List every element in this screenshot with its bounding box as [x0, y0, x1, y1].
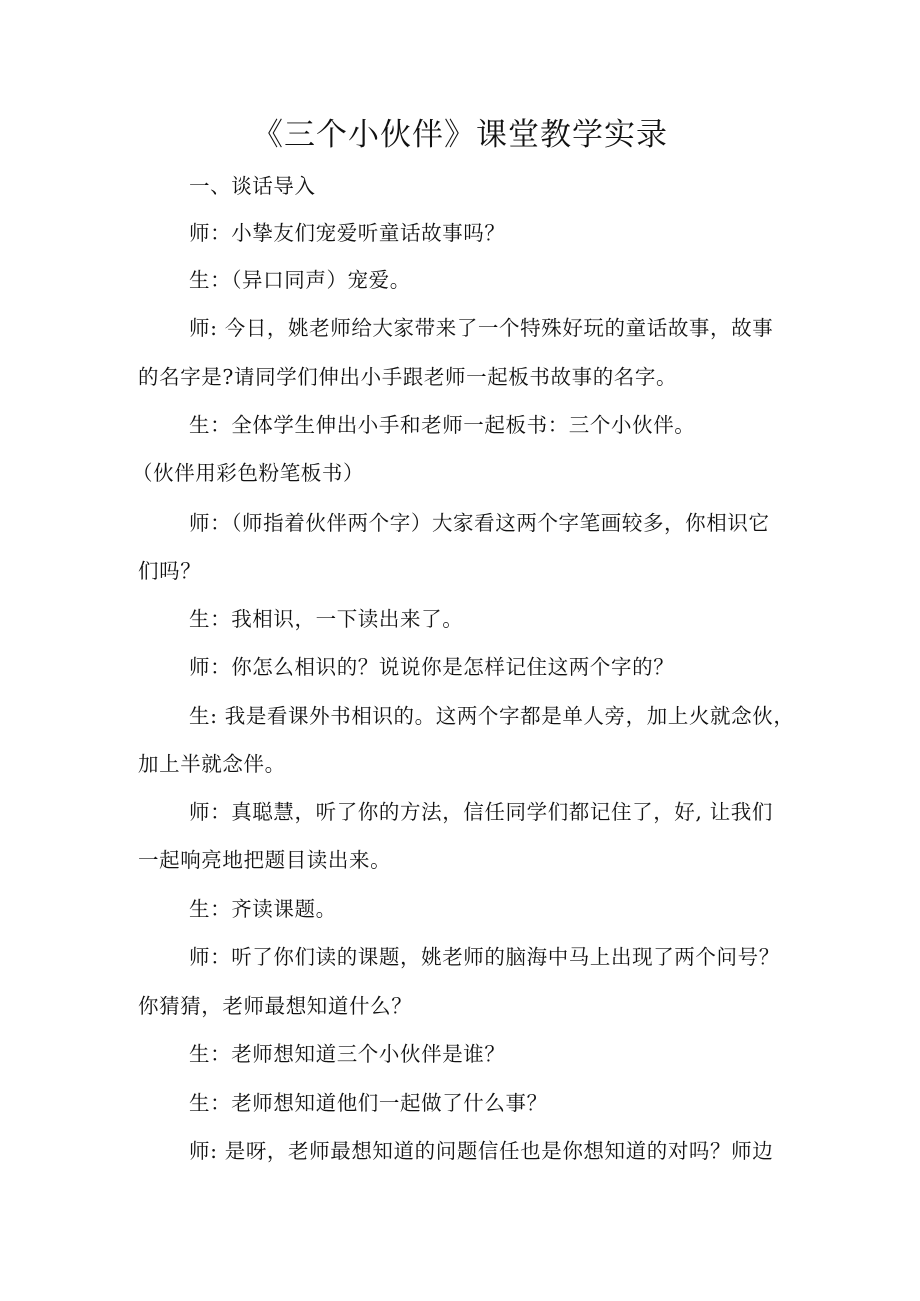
paragraph-line: 生：老师想知道三个小伙伴是谁？ [189, 1042, 506, 1066]
paragraph-line: 师：你怎么相识的？说说你是怎样记住这两个字的？ [189, 655, 675, 679]
paragraph-line: （伙伴用彩色粉笔板书） [132, 461, 365, 485]
paragraph-line: 生：齐读课题。 [189, 897, 337, 921]
paragraph-line: 生：老师想知道他们一起做了什么事？ [189, 1091, 548, 1115]
paragraph-line: 你猜猜，老师最想知道什么？ [138, 994, 413, 1018]
section-heading: 一、谈话导入 [189, 174, 316, 198]
paragraph-line: 们吗？ [138, 559, 202, 583]
paragraph-line: 生：（异口同声）宠爱。 [189, 268, 411, 292]
paragraph-line: 师：（师指着伙伴两个字）大家看这两个字笔画较多，你相识它 [189, 511, 770, 535]
paragraph-line: 的名字是?请同学们伸出小手跟老师一起板书故事的名字。 [138, 365, 678, 389]
document-title: 《三个小伙伴》课堂教学实录 [252, 117, 668, 153]
paragraph-line: 生：全体学生伸出小手和老师一起板书：三个小伙伴。 [189, 413, 696, 437]
paragraph-line: 师：小挚友们宠爱听童话故事吗？ [189, 221, 506, 245]
paragraph-line: 师：听了你们读的课题，姚老师的脑海中马上出现了两个问号？ [189, 945, 780, 969]
paragraph-line: 生：我相识，一下读出来了。 [189, 607, 464, 631]
paragraph-line: 生: 我是看课外书相识的。这两个字都是单人旁，加上火就念伙， [189, 704, 795, 728]
paragraph-line: 师: 今日，姚老师给大家带来了一个特殊好玩的童话故事，故事 [189, 316, 774, 340]
paragraph-line: 师: 是呀，老师最想知道的问题信任也是你想知道的对吗？师边 [189, 1139, 774, 1163]
paragraph-line: 加上半就念伴。 [138, 752, 286, 776]
paragraph-line: 一起响亮地把题目读出来。 [138, 848, 392, 872]
paragraph-line: 师：真聪慧，听了你的方法，信任同学们都记住了，好, 让我们 [189, 800, 773, 824]
